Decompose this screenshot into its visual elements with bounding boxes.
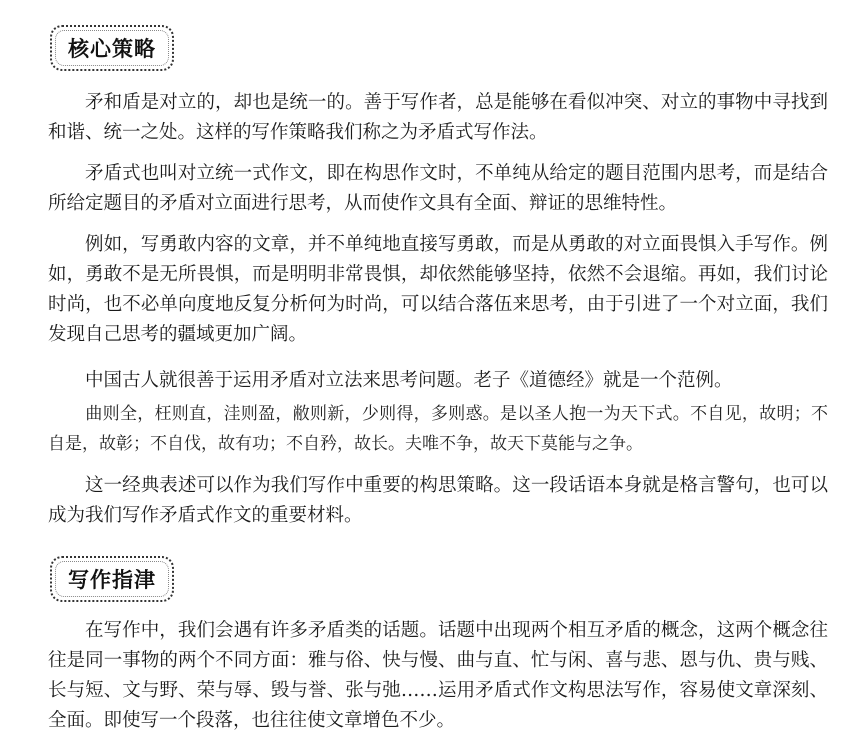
paragraph: 在写作中，我们会遇有许多矛盾类的话题。话题中出现两个相互矛盾的概念，这两个概念往往是同一事物的两个不同方面：雅与俗、快与慢、曲与直、忙与闲、喜与悲、恩与仇、贵与贱、长与短、文与野、荣与辱、毁与誉、张与弛……运用矛盾式作文构思法写作，容易使文章深刻、全面。即使写一个段落，也往往使文章增色不少。 (48, 620, 828, 731)
section-heading-text: 写作指津 (68, 568, 156, 592)
paragraph: 这一经典表述可以作为我们写作中重要的构思策略。这一段话语本身就是格言警句，也可以成为我们写作矛盾式作文的重要材料。 (48, 475, 828, 526)
section-heading-text: 核心策略 (68, 37, 156, 61)
daodejing-quote: 曲则全，枉则直，洼则盈，敝则新，少则得，多则惑。是以圣人抱一为天下式。不自见，故明；不自是，故彰；不自伐，故有功；不自矜，故长。夫唯不争，故天下莫能与之争。 (48, 404, 828, 454)
section-heading-writing-guide (50, 556, 174, 602)
paragraph: 矛盾式也叫对立统一式作文，即在构思作文时，不单纯从给定的题目范围内思考，而是结合所给定题目的矛盾对立面进行思考，从而使作文具有全面、辩证的思维特性。 (48, 163, 828, 214)
section-heading-core-strategy (50, 25, 174, 71)
paragraph: 中国古人就很善于运用矛盾对立法来思考问题。老子《道德经》就是一个范例。 (85, 370, 733, 391)
paragraph: 例如，写勇敢内容的文章，并不单纯地直接写勇敢，而是从勇敢的对立面畏惧入手写作。例如，勇敢不是无所畏惧，而是明明非常畏惧，却依然能够坚持，依然不会退缩。再如，我们讨论时尚，也不必单向度地反复分析何为时尚，可以结合落伍来思考，由于引进了一个对立面，我们发现自己思考的疆域更加广阔。 (48, 234, 828, 345)
paragraph: 矛和盾是对立的，却也是统一的。善于写作者，总是能够在看似冲突、对立的事物中寻找到和谐、统一之处。这样的写作策略我们称之为矛盾式写作法。 (48, 92, 828, 143)
